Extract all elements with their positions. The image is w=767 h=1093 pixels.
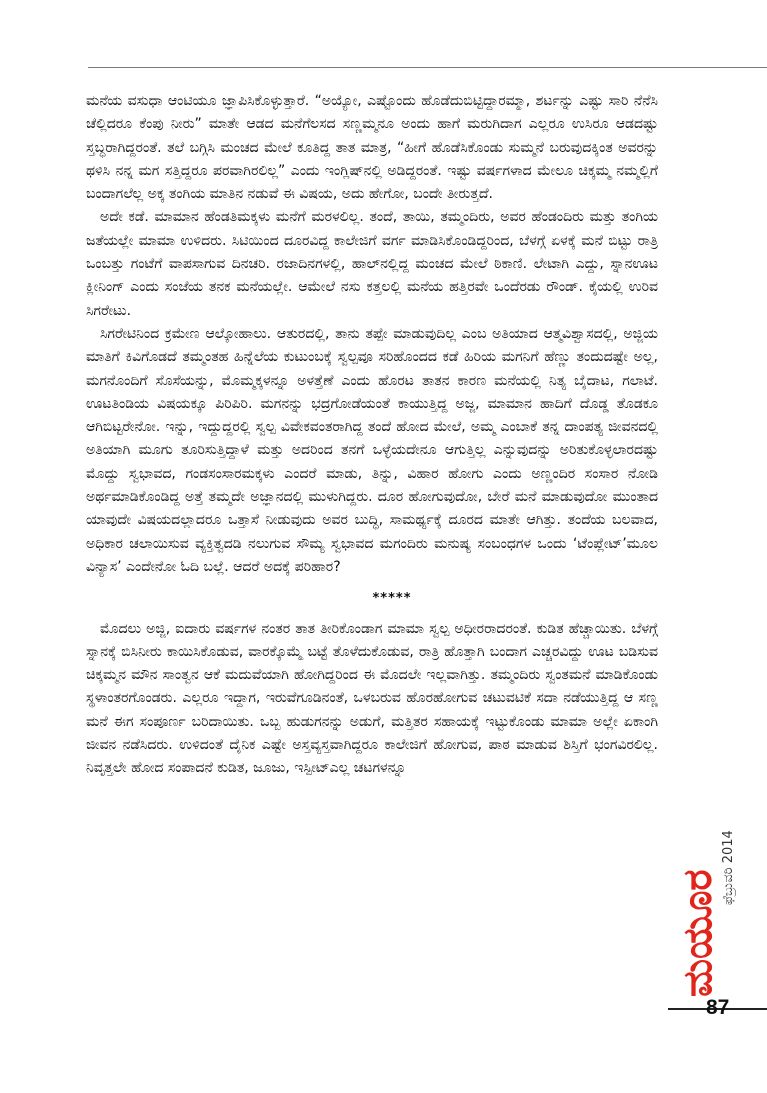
magazine-sidebar: [675, 795, 748, 1005]
top-rule: [88, 67, 767, 68]
paragraph: ಅದೇ ಕಡೆ. ಮಾಮಾನ ಹೆಂಡತಿಮಕ್ಕಳು ಮನೆಗೆ ಮರಳಲಿಲ್ಲ. ತಂದೆ, ತಾಯಿ, ತಮ್ಮಂದಿರು, ಅವರ ಹೆಂಡಂದಿರು ಮತ್ತು ತಂಗಿಯ ಜತೆಯಲ್ಲೇ ಮಾಮಾ ಉಳಿದರು. ಸಿಟಿಯಿಂದ ದೂರವಿದ್ದ ಕಾಲೇಜಿಗೆ ವರ್ಗ ಮಾಡಿಸಿಕೊಂಡಿದ್ದರಿಂದ, ಬೆಳಗ್ಗೆ ಏಳಕ್ಕೆ ಮನೆ ಬಿಟ್ಟು ರಾತ್ರಿ ಒಂಬತ್ತು ಗಂಟೆಗೆ ವಾಪಸಾಗುವ ದಿನಚರಿ. ರಜಾದಿನಗಳಲ್ಲಿ, ಹಾಲ್‌ನಲ್ಲಿದ್ದ ಮಂಚದ ಮೇಲೆ ಠಿಕಾಣಿ. ಲೇಟಾಗಿ ಎದ್ದು, ಸ್ನಾನಊಟ ಕ್ಲೀನಿಂಗ್ ಎಂದು ಸಂಜೆಯ ತನಕ ಮನೆಯಲ್ಲೇ. ಆಮೇಲೆ ನಸು ಕತ್ತಲಲ್ಲಿ ಮನೆಯ ಹತ್ತಿರವೇ ಒಂದೆರಡು ರೌಂಡ್. ಕೈಯಲ್ಲಿ ಉರಿವ ಸಿಗರೇಟು.: [86, 209, 658, 319]
section-separator: *****: [372, 591, 412, 607]
paragraph: ಸಿಗರೇಟಿನಿಂದ ಕ್ರಮೇಣ ಆಲ್ಕೋಹಾಲು. ಆತುರದಲ್ಲಿ, ತಾನು ತಪ್ಪೇ ಮಾಡುವುದಿಲ್ಲ ಎಂಬ ಅತಿಯಾದ ಆತ್ಮವಿಶ್ವಾಸದಲ್ಲಿ, ಅಜ್ಜಿಯ ಮಾತಿಗೆ ಕಿವಿಗೊಡದೆ ತಮ್ಮಂತಹ ಹಿನ್ನೆಲೆಯ ಕುಟುಂಬಕ್ಕೆ ಸ್ವಲ್ಪವೂ ಸರಿಹೊಂದದ ಕಡೆ ಹಿರಿಯ ಮಗನಿಗೆ ಹೆಣ್ಣು ತಂದುದಷ್ಟೇ ಅಲ್ಲ, ಮಗನೊಂದಿಗೆ ಸೊಸೆಯನ್ನು, ಮೊಮ್ಮಕ್ಕಳನ್ನೂ ಅಳತ್ತೆಣೆ ಎಂದು ಹೊರಟ ತಾತನ ಕಾರಣ ಮನೆಯಲ್ಲಿ ನಿತ್ಯ ಬೈದಾಟ, ಗಲಾಟೆ. ಊಟತಿಂಡಿಯ ವಿಷಯಕ್ಕೂ ಪಿರಿಪಿರಿ. ಮಗನನ್ನು ಭದ್ರಗೋಡೆಯಂತೆ ಕಾಯುತ್ತಿದ್ದ ಅಜ್ಜ, ಮಾಮಾನ ಹಾದಿಗೆ ದೊಡ್ಡ ತೊಡಕೂ ಆಗಿಬಿಟ್ಟರೇನೋ. ಇನ್ನು, ಇದ್ದುದ್ದರಲ್ಲಿ ಸ್ವಲ್ಪ ವಿವೇಕವಂತರಾಗಿದ್ದ ತಂದೆ ಹೋದ ಮೇಲೆ, ಅಮ್ಮ ಎಂಬಾಕೆ ತನ್ನ ದಾಂಪತ್ಯ ಜೀವನದಲ್ಲಿ ಅತಿಯಾಗಿ ಮೂಗು ತೂರಿಸುತ್ತಿದ್ದಾಳೆ ಮತ್ತು ಅದರಿಂದ ತನಗೆ ಒಳ್ಳೆಯದೇನೂ ಆಗುತ್ತಿಲ್ಲ ಎನ್ನುವುದನ್ನು ಅರಿತುಕೊಳ್ಳಲಾರದಷ್ಟು ಮೊದ್ದು ಸ್ವಭಾವದ, ಗಂಡಸಂಸಾರಮಕ್ಕಳು ಎಂದರೆ ಮಾಡು, ತಿನ್ನು, ವಿಹಾರ ಹೋಗು ಎಂದು ಅಣ್ಣಂದಿರ ಸಂಸಾರ ನೋಡಿ ಅರ್ಥಮಾಡಿಕೊಂಡಿದ್ದ ಅತ್ತೆ ತಮ್ಮದೇ ಅಜ್ಞಾನದಲ್ಲಿ ಮುಳುಗಿದ್ದರು. ದೂರ ಹೋಗುವುದೋ, ಬೇರೆ ಮನೆ ಮಾಡುವುದೋ ಮುಂತಾದ ಯಾವುದೇ ವಿಷಯದಲ್ಲಾದರೂ ಒತ್ತಾಸೆ ನೀಡುವುದು ಅವರ ಬುದ್ಧಿ, ಸಾಮರ್ಥ್ಯಕ್ಕೆ ದೂರದ ಮಾತೇ ಆಗಿತ್ತು. ತಂದೆಯ ಬಲವಾದ, ಅಧಿಕಾರ ಚಲಾಯಿಸುವ ವ್ಯಕ್ತಿತ್ವದಡಿ ನಲುಗುವ ಸೌಮ್ಯ ಸ್ವಭಾವದ ಮಗಂದಿರು ಮನುಷ್ಯ ಸಂಬಂಧಗಳ ಒಂದು ‘ಟೆಂಪ್ಲೇಟ್’ಮೂಲ ವಿನ್ಯಾಸ’ ಎಂದೇನೋ ಓದಿ ಬಲ್ಲೆ. ಆದರೆ ಅದಕ್ಕೆ ಪರಿಹಾರ?: [86, 325, 658, 575]
paragraph: ಮೊದಲು ಅಜ್ಜಿ, ಐದಾರು ವರ್ಷಗಳ ನಂತರ ತಾತ ತೀರಿಕೊಂಡಾಗ ಮಾಮಾ ಸ್ವಲ್ಪ ಅಧೀರರಾದರಂತೆ. ಕುಡಿತ ಹೆಚ್ಚಾಯಿತು. ಬೆಳಗ್ಗೆ ಸ್ನಾನಕ್ಕೆ ಬಿಸಿನೀರು ಕಾಯಿಸಿಕೊಡುವ, ವಾರಕ್ಕೊಮ್ಮೆ ಬಟ್ಟೆ ತೊಳೆದುಕೊಡುವ, ರಾತ್ರಿ ಹೊತ್ತಾಗಿ ಬಂದಾಗ ಎಚ್ಚರವಿದ್ದು ಊಟ ಬಡಿಸುವ ಚಿಕ್ಕಮ್ಮನ ಮೌನ ಸಾಂತ್ವನ ಆಕೆ ಮದುವೆಯಾಗಿ ಹೋಗಿದ್ದರಿಂದ ಈ ಮೊದಲೇ ಇಲ್ಲವಾಗಿತ್ತು. ತಮ್ಮಂದಿರು ಸ್ವಂತಮನೆ ಮಾಡಿಕೊಂಡು ಸ್ಥಳಾಂತರಗೊಂಡರು. ಎಲ್ಲರೂ ಇದ್ದಾಗ, ಇರುವೆಗೂಡಿನಂತೆ, ಒಳಬರುವ ಹೊರಹೋಗುವ ಚಟುವಟಿಕೆ ಸದಾ ನಡೆಯುತ್ತಿದ್ದ ಆ ಸಣ್ಣ ಮನೆ ಈಗ ಸಂಪೂರ್ಣ ಬರಿದಾಯಿತು. ಒಬ್ಬ ಹುಡುಗನನ್ನು ಅಡುಗೆ, ಮತ್ತಿತರ ಸಹಾಯಕ್ಕೆ ಇಟ್ಟುಕೊಂಡು ಮಾಮಾ ಅಲ್ಲೇ ಏಕಾಂಗಿ ಜೀವನ ನಡೆಸಿದರು. ಉಳಿದಂತೆ ದೈನಿಕ ಎಷ್ಟೇ ಅಸ್ತವ್ಯಸ್ತವಾಗಿದ್ದರೂ ಕಾಲೇಜಿಗೆ ಹೋಗುವ, ಪಾಠ ಮಾಡುವ ಶಿಸ್ತಿಗೆ ಭಂಗವಿರಲಿಲ್ಲ. ನಿವೃತ್ತಲೇ ಹೋದ ಸಂಪಾದನೆ ಕುಡಿತ, ಜೂಜು, ಇಸ್ಪೀಟ್‌ಎಲ್ಲ ಚಟಗಳನ್ನೂ: [86, 620, 658, 777]
page-number: 87: [706, 996, 730, 1019]
article-body: [86, 90, 658, 781]
paragraph: ಮನೆಯ ವಸುಧಾ ಆಂಟಿಯೂ ಜ್ಞಾಪಿಸಿಕೊಳ್ಳುತ್ತಾರೆ. “ಅಯ್ಯೋ, ಎಷ್ಟೊಂದು ಹೊಡೆದುಬಿಟ್ಟಿದ್ದಾರಮ್ಮಾ, ಶರ್ಟನ್ನು ಎಷ್ಟು ಸಾರಿ ನೆನೆಸಿ ಚೆಲ್ಲಿದರೂ ಕೆಂಪು ನೀರು” ಮಾತೇ ಆಡದ ಮನೆಗೆಲಸದ ಸಣ್ಣಮ್ಮನೂ ಅಂದು ಹಾಗೆ ಮರುಗಿದಾಗ ಎಲ್ಲರೂ ಉಸಿರೂ ಆಡದಷ್ಟು ಸ್ತಬ್ಧರಾಗಿದ್ದರಂತೆ. ತಲೆ ಬಗ್ಗಿಸಿ ಮಂಚದ ಮೇಲೆ ಕೂತಿದ್ದ ತಾತ ಮಾತ್ರ, “ಹೀಗೆ ಹೊಡೆಸಿಕೊಂಡು ಸುಮ್ಮನೆ ಬರುವುದಕ್ಕಿಂತ ಅವರನ್ನು ಥಳಿಸಿ ನನ್ನ ಮಗ ಸತ್ತಿದ್ದರೂ ಪರವಾಗಿರಲಿಲ್ಲ” ಎಂದು ಇಂಗ್ಲಿಷ್‌ನಲ್ಲಿ ಅಡಿದ್ದರಂತೆ. ಇಷ್ಟು ವರ್ಷಗಳಾದ ಮೇಲೂ ಚಿಕ್ಕಮ್ಮ ನಮ್ಮಲ್ಲಿಗೆ ಬಂದಾಗಲೆಲ್ಲ ಅಕ್ಕ ತಂಗಿಯ ಮಾತಿನ ನಡುವೆ ಈ ವಿಷಯ, ಅದು ಹೇಗೋ, ಬಂದೇ ತೀರುತ್ತದೆ.: [86, 93, 658, 203]
issue-date: ಫೆಬ್ರುವರಿ 2014: [721, 830, 736, 905]
magazine-logo: ಮಯೂರ: [675, 869, 721, 997]
